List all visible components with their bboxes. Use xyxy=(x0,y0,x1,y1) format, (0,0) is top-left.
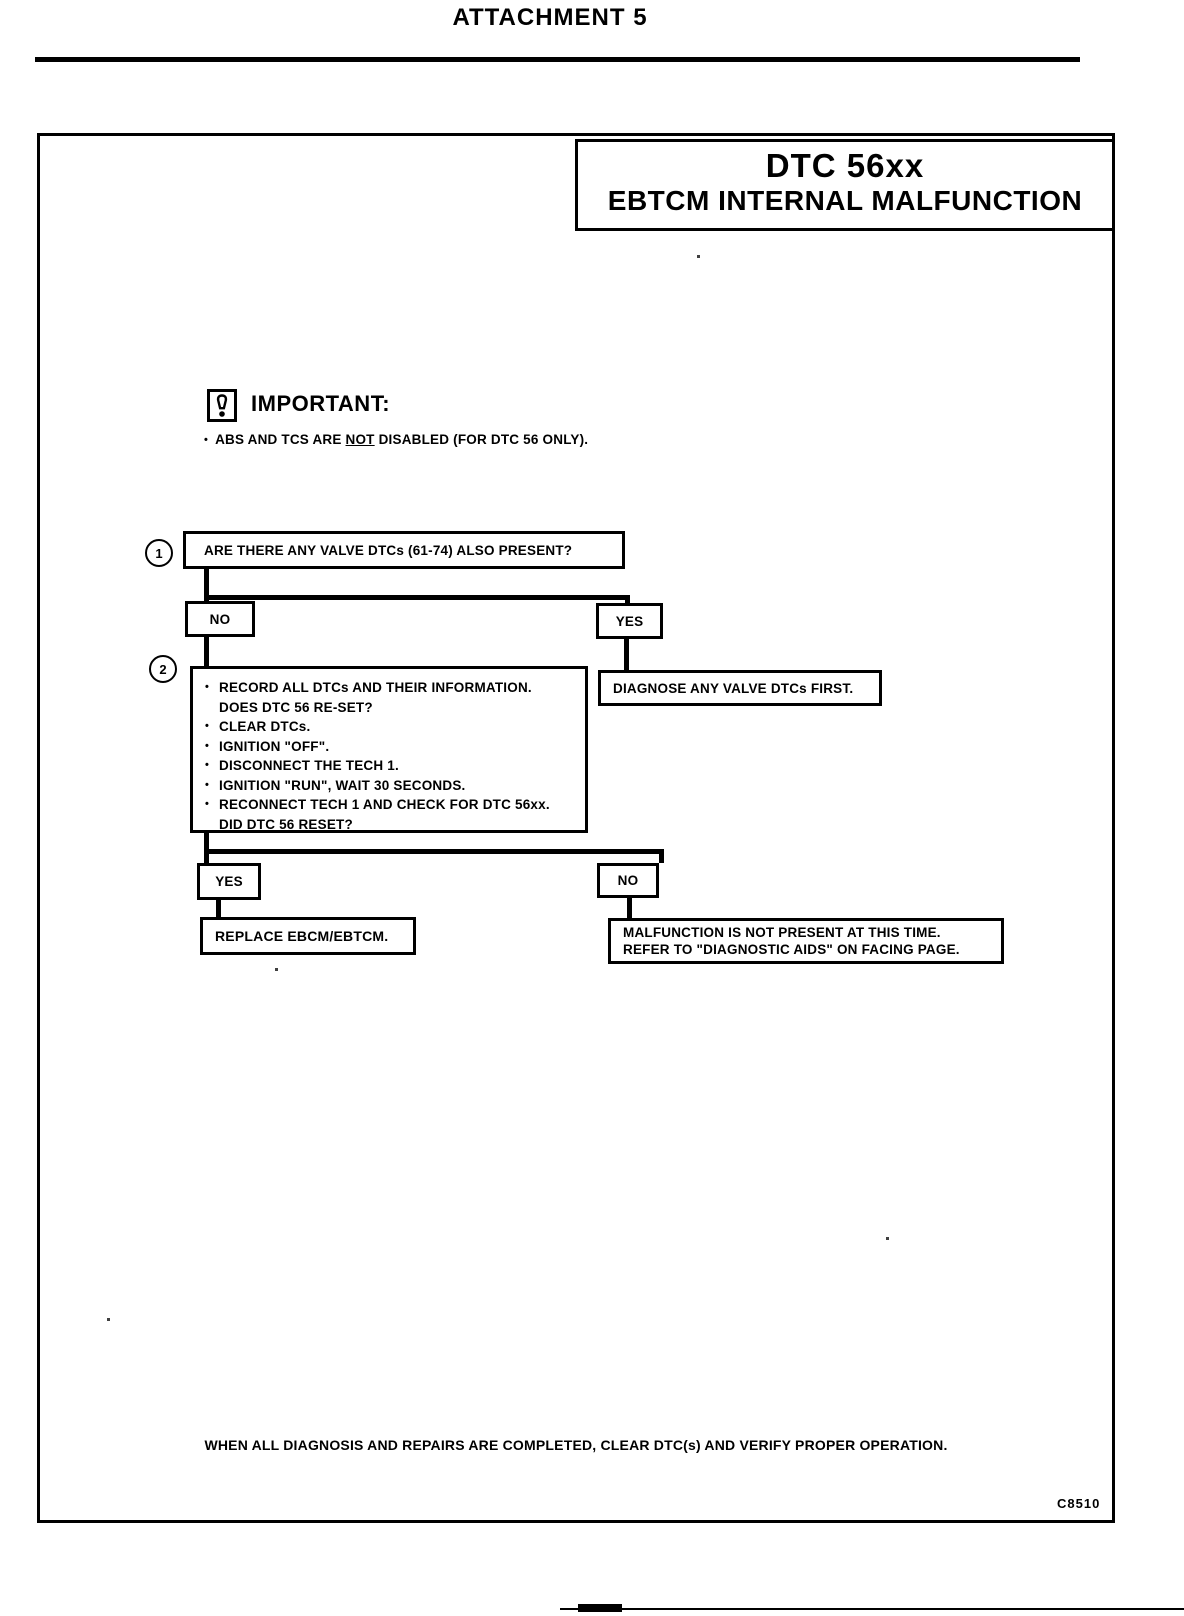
chart-frame xyxy=(37,133,1115,1523)
instruction-bullet xyxy=(205,756,577,776)
bullet-icon: • xyxy=(205,720,210,732)
scan-speck xyxy=(107,1318,110,1321)
malfunction-line-1: MALFUNCTION IS NOT PRESENT AT THIS TIME. xyxy=(623,925,941,940)
malfunction-line-2: REFER TO "DIAGNOSTIC AIDS" ON FACING PAGE. xyxy=(623,942,960,957)
instruction-text: IGNITION "OFF". xyxy=(219,738,330,754)
connector-line xyxy=(216,900,221,917)
bullet-icon: • xyxy=(205,778,210,791)
dtc-header-box xyxy=(575,139,1115,231)
instruction-bullet xyxy=(205,795,577,834)
scan-speck xyxy=(275,968,278,971)
dtc-code: DTC 56xx xyxy=(765,147,925,184)
replace-ebcm-box xyxy=(200,917,416,955)
important-note xyxy=(204,432,588,447)
step-1-number: 1 xyxy=(155,545,163,561)
figure-code: C8510 xyxy=(1057,1496,1101,1511)
instruction-box-2 xyxy=(190,666,588,833)
important-label: IMPORTANT: xyxy=(251,391,391,416)
bullet-icon: • xyxy=(205,681,210,693)
bullet-icon: • xyxy=(204,434,209,446)
connector-line xyxy=(624,639,629,671)
malfunction-not-present-box xyxy=(608,918,1004,964)
dtc-title: EBTCM INTERNAL MALFUNCTION xyxy=(607,185,1083,216)
yes-label-1: YES xyxy=(615,613,644,629)
header-rule xyxy=(35,57,1080,62)
connector-line xyxy=(204,595,630,600)
bullet-icon: • xyxy=(205,798,210,810)
yes-branch-box-2 xyxy=(197,863,261,900)
exclamation-icon xyxy=(213,394,231,418)
instruction-text: DISCONNECT THE TECH 1. xyxy=(219,758,399,773)
step-1-badge xyxy=(145,539,173,567)
completion-note: WHEN ALL DIAGNOSIS AND REPAIRS ARE COMPLETED, CLEAR DTC(s) AND VERIFY PROPER OPERATION. xyxy=(204,1437,948,1453)
no-branch-box-2 xyxy=(597,863,659,898)
instruction-text: CLEAR DTCs. xyxy=(219,719,311,734)
connector-line xyxy=(204,637,209,667)
instruction-text: RECONNECT TECH 1 AND CHECK FOR DTC 56xx. xyxy=(219,797,550,812)
step-2-number: 2 xyxy=(159,661,167,677)
connector-line xyxy=(659,849,664,863)
no-label-2: NO xyxy=(617,873,639,888)
scan-speck xyxy=(697,255,700,258)
instruction-bullet xyxy=(205,717,577,737)
important-icon xyxy=(207,389,237,422)
yes-label-2: YES xyxy=(215,874,243,889)
important-note-pre: ABS AND TCS ARE xyxy=(215,432,346,447)
instruction-bullet xyxy=(205,678,577,717)
bullet-icon: • xyxy=(205,759,210,771)
question-1-text: ARE THERE ANY VALVE DTCs (61-74) ALSO PRESENT? xyxy=(204,542,573,558)
connector-line xyxy=(204,849,664,854)
instruction-text: IGNITION "RUN", WAIT 30 SECONDS. xyxy=(219,777,466,793)
question-box-1 xyxy=(183,531,625,569)
bullet-icon: • xyxy=(205,739,210,752)
instruction-text: DOES DTC 56 RE-SET? xyxy=(219,699,373,715)
diagnose-text: DIAGNOSE ANY VALVE DTCs FIRST. xyxy=(613,680,854,696)
instruction-text: RECORD ALL DTCs AND THEIR INFORMATION. xyxy=(219,680,532,695)
instruction-text: DID DTC 56 RESET? xyxy=(219,816,353,832)
attachment-title: ATTACHMENT 5 xyxy=(452,4,648,31)
connector-line xyxy=(204,833,209,863)
connector-line xyxy=(627,898,632,918)
instruction-bullet xyxy=(205,776,577,796)
diagnose-valve-dtcs-box xyxy=(598,670,882,706)
important-note-post: DISABLED (FOR DTC 56 ONLY). xyxy=(374,432,589,447)
no-branch-box-1 xyxy=(185,601,255,637)
yes-branch-box-1 xyxy=(596,603,663,639)
scan-speck xyxy=(886,1237,889,1240)
page-edge-rule xyxy=(560,1608,1184,1610)
instruction-bullet xyxy=(205,737,577,757)
step-2-badge xyxy=(149,655,177,683)
important-note-emphasis: NOT xyxy=(345,432,375,447)
no-label-1: NO xyxy=(209,611,231,627)
replace-text: REPLACE EBCM/EBTCM. xyxy=(215,928,389,944)
